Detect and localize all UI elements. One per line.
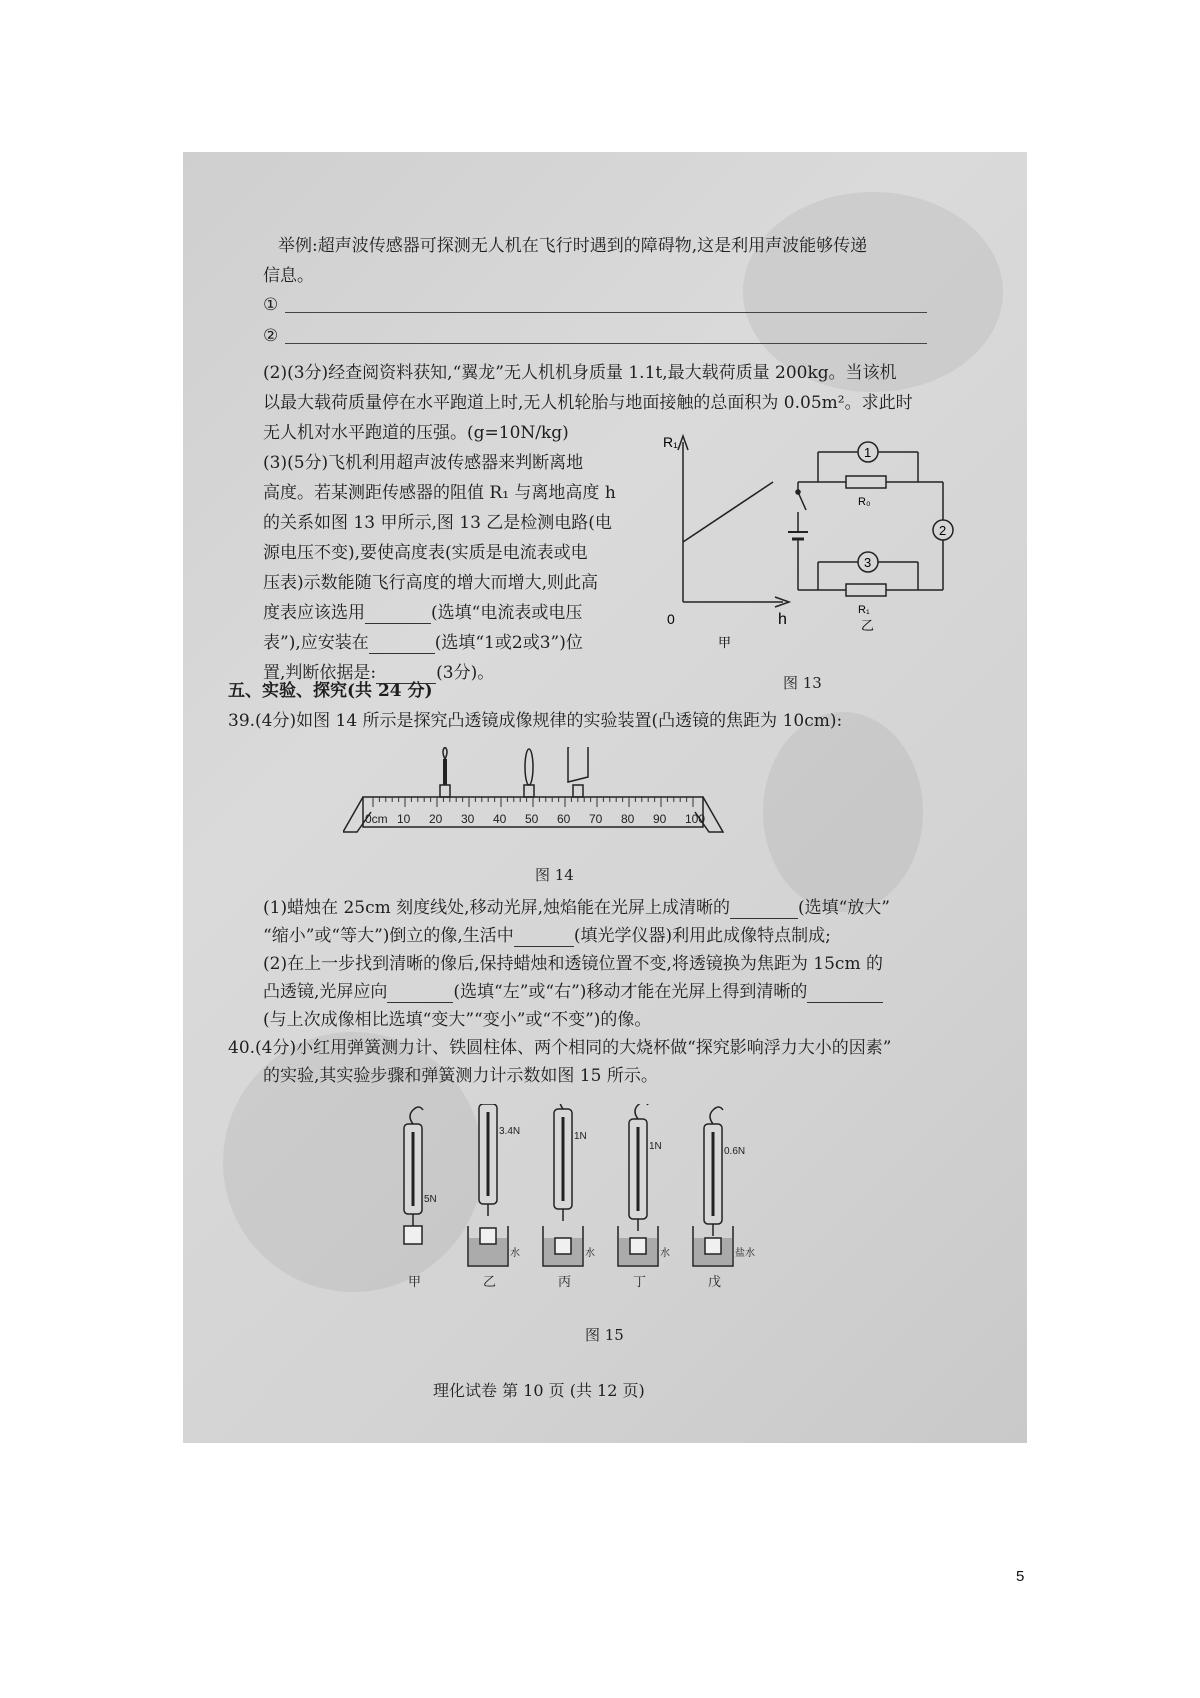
graph-subcaption: 甲 xyxy=(718,635,732,650)
figure-13-graph xyxy=(663,434,789,650)
q3-line-4: 源电压不变),要使高度表(实质是电流表或电 xyxy=(263,543,588,563)
liquid-label: 盐水 xyxy=(735,1248,755,1259)
q39-part2-text-a: 凸透镜,光屏应向 xyxy=(263,982,388,1002)
q3-line-8-start: 置,判断依据是: xyxy=(263,663,377,683)
r0-label: R₀ xyxy=(858,496,871,508)
ruler-labels xyxy=(365,812,705,826)
light-screen xyxy=(568,747,588,782)
q3-line-3: 的关系如图 13 甲所示,图 13 乙是检测电路(电 xyxy=(263,513,612,533)
q2-line-1: (2)(3分)经查阅资料获知,“翼龙”无人机机身质量 1.1t,最大载荷质量 200kg。当该机 xyxy=(263,363,897,383)
resistor-r0 xyxy=(846,476,886,488)
figure-15-caption: 图 15 xyxy=(585,1326,624,1344)
r1-h-line xyxy=(683,482,773,542)
meter-position-blank[interactable] xyxy=(369,635,435,654)
q3-line-2: 高度。若某测距传感器的阻值 R₁ 与离地高度 h xyxy=(263,483,616,503)
example-line-2: 信息。 xyxy=(263,266,314,286)
iron-cylinder xyxy=(555,1238,571,1254)
q3-line-6 xyxy=(263,602,582,624)
meter-2-label: 2 xyxy=(939,523,947,538)
q3-line-6-end: (选填“电流表或电压 xyxy=(431,603,583,623)
q2-line-2: 以最大载荷质量停在水平跑道上时,无人机轮胎与地面接触的总面积为 0.05m²。求此时 xyxy=(263,393,913,413)
spring-scale-step xyxy=(404,1107,437,1289)
q3-line-7-start: 表”),应安装在 xyxy=(263,633,369,653)
image-size-blank[interactable] xyxy=(807,984,883,1003)
scale-reading: 1N xyxy=(649,1141,662,1152)
page-number: 5 xyxy=(1016,1568,1025,1585)
ruler-label: 100 xyxy=(685,812,706,826)
spring-scale-step xyxy=(618,1104,670,1289)
q39-part1-text-b: (选填“放大” xyxy=(797,898,890,918)
ruler-label: 90 xyxy=(653,812,667,826)
section-five-heading: 五、实验、探究(共 24 分) xyxy=(228,681,433,701)
scale-reading: 1N xyxy=(574,1131,587,1142)
ruler-label: 20 xyxy=(429,812,443,826)
q39-part1-line2 xyxy=(263,925,831,947)
exam-footer: 理化试卷 第 10 页 (共 12 页) xyxy=(433,1381,645,1400)
q39-part1-line1 xyxy=(263,897,890,919)
spring-scale-step xyxy=(693,1107,755,1289)
q3-line-5: 压表)示数能随飞行高度的增大而增大,则此高 xyxy=(263,573,599,593)
screen-holder xyxy=(573,785,583,797)
ruler-label: 60 xyxy=(557,812,571,826)
q39-part2-text-b: (选填“左”或“右”)移动才能在光屏上得到清晰的 xyxy=(453,982,808,1002)
example-line-1: 举例:超声波传感器可探测无人机在飞行时遇到的障碍物,这是利用声波能够传递 xyxy=(278,236,868,256)
step-label: 甲 xyxy=(408,1274,422,1289)
answer-line-1 xyxy=(285,312,927,313)
resistor-r1 xyxy=(846,584,886,596)
image-nature-blank[interactable] xyxy=(730,900,798,919)
scale-reading: 5N xyxy=(424,1194,437,1205)
q2-line-3: 无人机对水平跑道的压强。(g=10N/kg) xyxy=(263,423,569,443)
q39-intro: 39.(4分)如图 14 所示是探究凸透镜成像规律的实验装置(凸透镜的焦距为 10cm): xyxy=(228,711,843,731)
meter-1-label: 1 xyxy=(864,445,872,460)
q39-part1-text-a: (1)蜡烛在 25cm 刻度线处,移动光屏,烛焰能在光屏上成清晰的 xyxy=(263,898,730,918)
q39-part1-text-c: “缩小”或“等大”)倒立的像,生活中 xyxy=(263,926,514,946)
ruler-label: 80 xyxy=(621,812,635,826)
q40-line-1: 40.(4分)小红用弹簧测力计、铁圆柱体、两个相同的大烧杯做“探究影响浮力大小的因素” xyxy=(228,1038,892,1058)
liquid-label: 水 xyxy=(660,1248,670,1259)
iron-cylinder xyxy=(630,1238,646,1254)
step-label: 乙 xyxy=(483,1274,497,1289)
candle-holder xyxy=(440,785,450,797)
ruler-label: 40 xyxy=(493,812,507,826)
graph-origin: 0 xyxy=(667,611,675,627)
q3-line-6-start: 度表应该选用 xyxy=(263,603,365,623)
graph-x-label: h xyxy=(778,611,787,628)
step-label: 戊 xyxy=(708,1274,722,1289)
scale-reading: 3.4N xyxy=(499,1126,521,1137)
ruler-label: 70 xyxy=(589,812,603,826)
q40-line-2: 的实验,其实验步骤和弹簧测力计示数如图 15 所示。 xyxy=(263,1066,658,1086)
iron-cylinder xyxy=(404,1226,422,1244)
ruler-label: 0cm xyxy=(365,812,388,826)
optical-instrument-blank[interactable] xyxy=(514,928,574,947)
figure-15 xyxy=(393,1104,773,1294)
iron-cylinder xyxy=(705,1238,721,1254)
q3-line-8-end: (3分)。 xyxy=(436,663,495,683)
q39-part2-line3: (与上次成像相比选填“变大”“变小”或“不变”)的像。 xyxy=(263,1010,652,1030)
figure-13-caption: 图 13 xyxy=(783,674,822,692)
q3-line-7-end: (选填“1或2或3”)位 xyxy=(434,633,583,653)
figure-13-circuit xyxy=(788,442,953,596)
bleed-through-shade xyxy=(763,712,923,912)
spring-scale-step xyxy=(543,1104,595,1289)
answer-marker-1: ① xyxy=(263,295,279,315)
q39-part2-line1: (2)在上一步找到清晰的像后,保持蜡烛和透镜位置不变,将透镜换为焦距为 15cm 的 xyxy=(263,954,883,974)
liquid-label: 水 xyxy=(510,1248,520,1259)
figure-13 xyxy=(663,422,983,652)
spring-scale-step xyxy=(468,1104,520,1289)
scale-hook-top xyxy=(635,1104,648,1119)
r1-label: R₁ xyxy=(858,604,870,616)
answer-marker-2: ② xyxy=(263,326,279,346)
answer-line-2 xyxy=(285,343,927,344)
circuit-subcaption: 乙 xyxy=(861,618,875,633)
scale-reading: 0.6N xyxy=(724,1146,746,1157)
scale-hook-top xyxy=(410,1107,423,1124)
ruler-label: 10 xyxy=(397,812,411,826)
meter-type-blank[interactable] xyxy=(365,605,431,624)
q39-part1-text-d: (填光学仪器)利用此成像特点制成; xyxy=(573,926,831,946)
scale-hook-top xyxy=(710,1107,723,1124)
meter-3-label: 3 xyxy=(864,555,872,570)
graph-y-label: R₁ xyxy=(663,434,678,450)
convex-lens xyxy=(525,749,533,785)
q39-part2-line2 xyxy=(263,981,883,1003)
figure-14 xyxy=(343,747,743,857)
q3-line-1: (3)(5分)飞机利用超声波传感器来判断离地 xyxy=(263,453,584,473)
figure-14-caption: 图 14 xyxy=(535,866,574,884)
ruler-label: 30 xyxy=(461,812,475,826)
lens-holder xyxy=(524,785,534,797)
step-label: 丁 xyxy=(633,1274,647,1289)
ruler-ticks xyxy=(373,797,693,807)
q3-line-7 xyxy=(263,632,583,654)
ruler-label: 50 xyxy=(525,812,539,826)
iron-cylinder xyxy=(480,1228,496,1244)
step-label: 丙 xyxy=(558,1274,572,1289)
scanned-exam-photo xyxy=(183,152,1027,1443)
candle-flame xyxy=(443,747,447,759)
screen-direction-blank[interactable] xyxy=(387,984,453,1003)
liquid-label: 水 xyxy=(585,1248,595,1259)
